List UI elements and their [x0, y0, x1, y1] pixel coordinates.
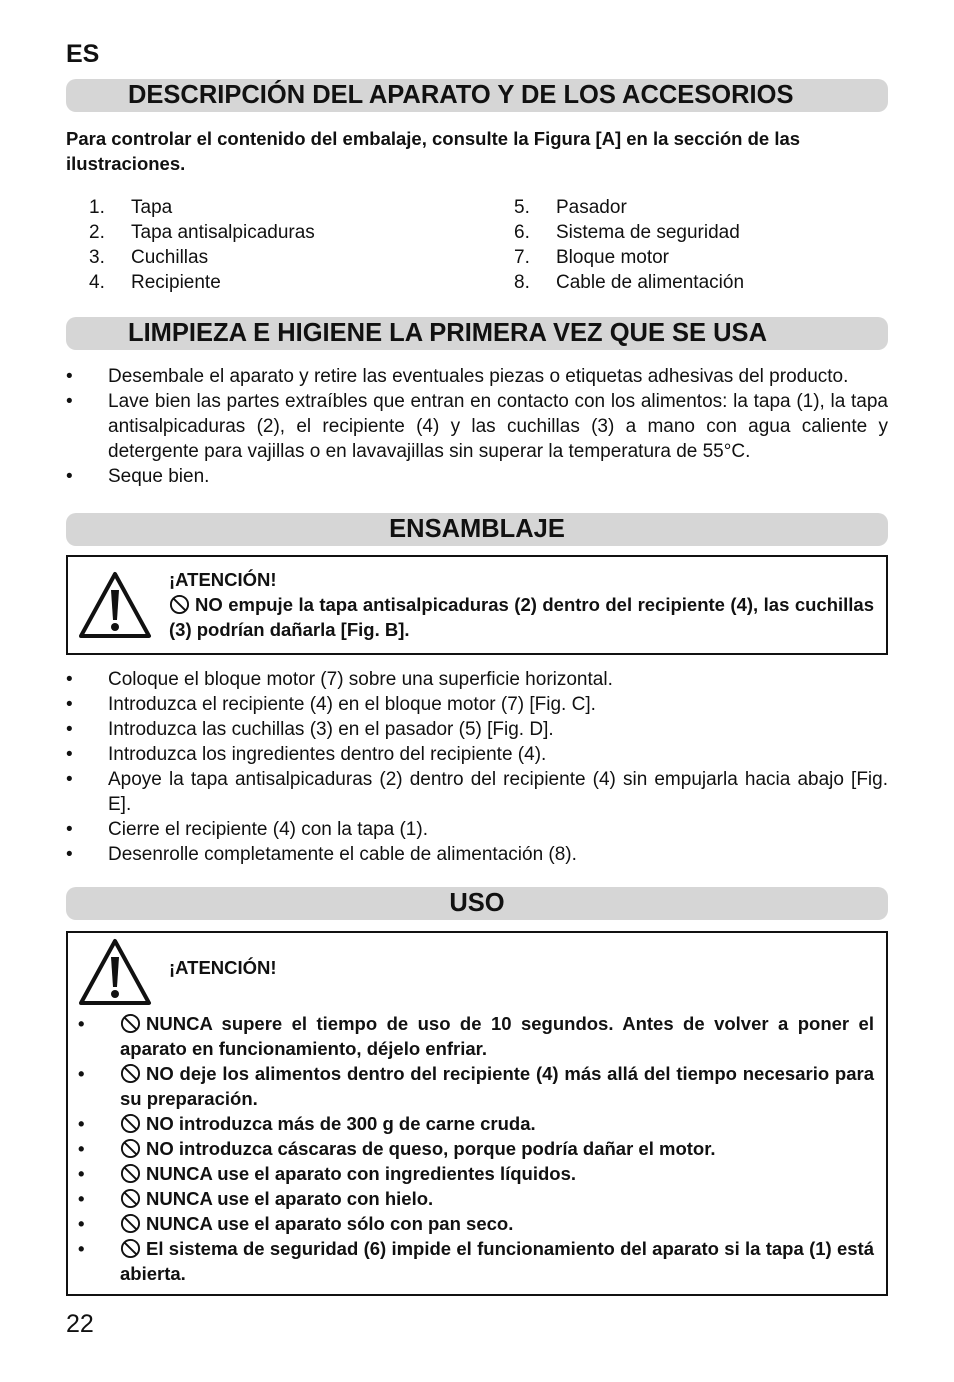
prohibited-icon	[120, 1113, 141, 1134]
warning-triangle-icon	[77, 570, 153, 640]
warning-text: NUNCA use el aparato con hielo.	[146, 1188, 434, 1209]
bullet: •	[78, 1138, 85, 1159]
list-item-text: Cierre el recipiente (4) con la tapa (1).	[108, 819, 428, 840]
list-item-text: Apoye la tapa antisalpicaduras (2) dentro del recipiente (4) sin empujarla hacia abajo [Fig. E].	[108, 769, 888, 815]
item-number: 6.	[514, 222, 530, 243]
prohibited-icon	[120, 1063, 141, 1084]
list-item	[514, 245, 744, 270]
prohibited-icon	[120, 1163, 141, 1184]
list-item-text	[120, 1011, 874, 1061]
item-number: 2.	[89, 222, 105, 243]
assembly-warning-text	[169, 567, 874, 642]
bullet: •	[66, 719, 73, 740]
warning-title: ¡ATENCIÓN!	[169, 957, 277, 978]
list-item	[66, 464, 888, 489]
warning-text: El sistema de seguridad (6) impide el funcionamiento del aparato si la tapa (1) está abierta.	[120, 1238, 874, 1284]
list-item-text	[120, 1111, 874, 1136]
bullet: •	[66, 366, 73, 387]
bullet: •	[78, 1213, 85, 1234]
list-item	[66, 817, 888, 842]
intro-text: Para controlar el contenido del embalaje, consulte la Figura [A] en la sección de las ilustraciones.	[66, 128, 801, 174]
list-item	[78, 1211, 874, 1236]
list-item	[66, 692, 888, 717]
item-label: Cuchillas	[131, 247, 209, 268]
parts-list-right	[514, 195, 744, 295]
list-item	[78, 1136, 874, 1161]
bullet: •	[78, 1163, 85, 1184]
page-number: 22	[66, 1310, 94, 1338]
list-item	[78, 1061, 874, 1111]
language-code: ES	[66, 40, 100, 68]
warning-triangle-icon	[77, 937, 153, 1007]
item-label: Bloque motor	[556, 247, 670, 268]
item-number: 8.	[514, 272, 530, 293]
prohibited-icon	[169, 594, 190, 615]
item-label: Tapa antisalpicaduras	[131, 222, 315, 243]
item-label: Tapa	[131, 197, 173, 218]
list-item	[66, 717, 888, 742]
list-item-text: Desembale el aparato y retire las eventuales piezas o etiquetas adhesivas del producto.	[108, 366, 849, 387]
assembly-list	[66, 667, 888, 867]
warning-text: NUNCA use el aparato con ingredientes líquidos.	[146, 1163, 577, 1184]
parts-list-left	[89, 195, 315, 295]
list-item	[89, 195, 315, 220]
item-number: 7.	[514, 247, 530, 268]
bullet: •	[66, 466, 73, 487]
list-item-text: Introduzca los ingredientes dentro del recipiente (4).	[108, 744, 547, 765]
list-item	[89, 270, 315, 295]
list-item	[514, 195, 744, 220]
bullet: •	[66, 744, 73, 765]
bullet: •	[66, 669, 73, 690]
list-item-text	[120, 1186, 874, 1211]
list-item	[66, 667, 888, 692]
warning-body-text: NO empuje la tapa antisalpicaduras (2) dentro del recipiente (4), las cuchillas (3) podrían dañarla [Fig. B].	[169, 594, 874, 640]
use-warning-list	[78, 1011, 874, 1286]
bullet: •	[78, 1188, 85, 1209]
list-item	[78, 1111, 874, 1136]
list-item	[66, 842, 888, 867]
list-item	[66, 742, 888, 767]
section-title-use: USO	[66, 887, 888, 920]
prohibited-icon	[120, 1188, 141, 1209]
list-item-text	[120, 1236, 874, 1286]
warning-text: NO introduzca más de 300 g de carne cruda.	[146, 1113, 536, 1134]
list-item	[514, 220, 744, 245]
list-item-text	[120, 1136, 874, 1161]
item-number: 5.	[514, 197, 530, 218]
item-number: 4.	[89, 272, 105, 293]
item-number: 3.	[89, 247, 105, 268]
prohibited-icon	[120, 1138, 141, 1159]
prohibited-icon	[120, 1238, 141, 1259]
list-item	[78, 1236, 874, 1286]
prohibited-icon	[120, 1213, 141, 1234]
bullet: •	[78, 1063, 85, 1084]
list-item	[514, 270, 744, 295]
warning-title: ¡ATENCIÓN!	[169, 569, 277, 590]
item-label: Cable de alimentación	[556, 272, 745, 293]
bullet: •	[78, 1013, 85, 1034]
warning-body	[169, 592, 874, 642]
item-label: Pasador	[556, 197, 627, 218]
list-item	[89, 220, 315, 245]
list-item-text	[120, 1211, 874, 1236]
section-title-assembly: ENSAMBLAJE	[66, 513, 888, 546]
warning-text: NO introduzca cáscaras de queso, porque podría dañar el motor.	[146, 1138, 716, 1159]
list-item-text	[120, 1161, 874, 1186]
item-label: Recipiente	[131, 272, 221, 293]
warning-text: NUNCA use el aparato sólo con pan seco.	[146, 1213, 514, 1234]
list-item	[66, 389, 888, 464]
bullet: •	[66, 391, 73, 412]
section-title-description: DESCRIPCIÓN DEL APARATO Y DE LOS ACCESORIOS	[66, 79, 888, 112]
list-item-text: Coloque el bloque motor (7) sobre una superficie horizontal.	[108, 669, 613, 690]
item-label: Sistema de seguridad	[556, 222, 740, 243]
list-item-text	[120, 1061, 874, 1111]
cleaning-list	[66, 364, 888, 489]
bullet: •	[78, 1113, 85, 1134]
list-item	[66, 364, 888, 389]
bullet: •	[66, 694, 73, 715]
prohibited-icon	[120, 1013, 141, 1034]
use-warning-box	[66, 931, 888, 1296]
list-item-text: Introduzca el recipiente (4) en el bloque motor (7) [Fig. C].	[108, 694, 596, 715]
assembly-warning-box	[66, 555, 888, 655]
list-item	[78, 1186, 874, 1211]
list-item	[89, 245, 315, 270]
bullet: •	[66, 844, 73, 865]
list-item-text: Seque bien.	[108, 466, 210, 487]
list-item-text: Introduzca las cuchillas (3) en el pasador (5) [Fig. D].	[108, 719, 554, 740]
bullet: •	[66, 819, 73, 840]
bullet: •	[78, 1238, 85, 1259]
item-number: 1.	[89, 197, 105, 218]
warning-text: NO deje los alimentos dentro del recipiente (4) más allá del tiempo necesario para su preparación.	[120, 1063, 874, 1109]
list-item	[66, 767, 888, 817]
list-item-text: Lave bien las partes extraíbles que entran en contacto con los alimentos: la tapa (1), la tapa antisalpicaduras (2), el recipiente (4) y las cuchillas (3) a mano con agua caliente y detergente para vajillas o en lavavajillas sin superar la temperatura de 55°C.	[108, 391, 888, 462]
list-item-text: Desenrolle completamente el cable de alimentación (8).	[108, 844, 577, 865]
list-item	[78, 1011, 874, 1061]
warning-text: NUNCA supere el tiempo de uso de 10 segundos. Antes de volver a poner el aparato en funcionamiento, déjelo enfriar.	[120, 1013, 874, 1059]
section-title-cleaning: LIMPIEZA E HIGIENE LA PRIMERA VEZ QUE SE USA	[66, 317, 888, 350]
bullet: •	[66, 769, 73, 790]
list-item	[78, 1161, 874, 1186]
